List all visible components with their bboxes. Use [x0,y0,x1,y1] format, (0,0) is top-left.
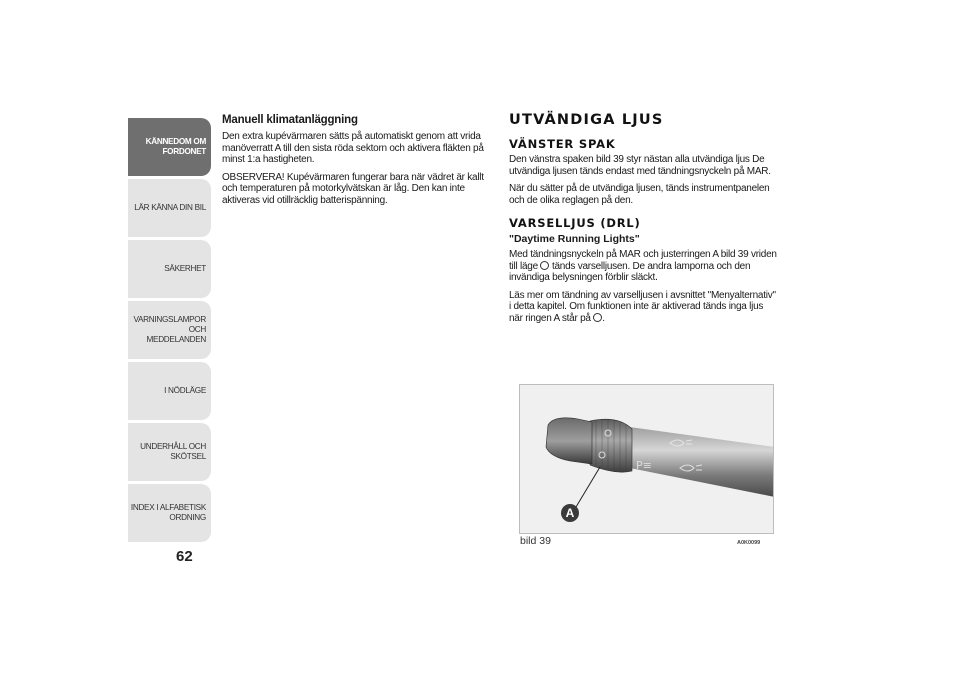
tab-label: INDEX I ALFABETISK ORDNING [130,503,206,522]
figure-caption: bild 39 [520,535,551,547]
callout-label: A [565,506,575,520]
tab-label: LÄR KÄNNA DIN BIL [134,203,206,212]
figure-headlight-stalk [519,384,774,534]
tab-varningslampor[interactable] [128,301,211,359]
tab-label: I NÖDLÄGE [164,386,206,395]
subsection-title-left-stalk: VÄNSTER SPAK [509,137,616,151]
paragraph [509,290,779,325]
rotary-ring [590,419,632,472]
text-run: . [602,312,605,324]
left-column [222,114,492,212]
headlight-stalk-illustration [520,385,774,534]
tab-kannedom-om-fordonet[interactable] [128,118,211,176]
subsection-title-drl: VARSELLJUS (DRL) [509,216,641,230]
text-run: tänds varselljusen. De andra lamporna och den invändiga belysningen förblir släckt. [509,260,751,283]
tab-label: VARNINGSLAMPOR OCH MEDDELANDEN [133,315,206,344]
text-run: Med tändningsnyckeln på MAR och justerringen A bild 39 vriden till läge [509,249,777,272]
drl-lamp-icon [540,261,549,270]
tab-label: UNDERHÅLL OCH SKÖTSEL [140,442,206,461]
paragraph [509,249,779,284]
tab-i-nodlage[interactable] [128,362,211,420]
figure-code: A0K0099 [737,540,761,546]
chapter-tabs [128,118,211,545]
drl-subtitle: "Daytime Running Lights" [509,233,640,245]
paragraph: Den extra kupévärmaren sätts på automatiskt genom att vrida manöverratt A till den sista röda sektorn och aktivera fläkten på minst 1:a hastigheten. [222,131,484,165]
paragraph: När du sätter på de utvändiga ljusen, tänds instrumentpanelen och de olika reglagen på den. [509,183,770,206]
text-run: Läs mer om tändning av varselljusen i avsnittet "Menyalternativ" i detta kapitel. Om funktionen inte är aktiverad tänds inga ljus när ringen A står på [509,289,776,324]
right-column [509,112,779,330]
subsection-heading: Manuell klimatanläggning [222,114,358,126]
section-title: UTVÄNDIGA LJUS [509,112,664,128]
tab-lar-kanna-din-bil[interactable] [128,179,211,237]
drl-lamp-icon [593,313,602,322]
page-number: 62 [176,548,193,565]
parking-symbol: P≡ [636,459,652,472]
tab-label: KÄNNEDOM OM FORDONET [145,137,206,156]
tab-label: SÄKERHET [164,264,206,273]
tab-index[interactable] [128,484,211,542]
paragraph: Den vänstra spaken bild 39 styr nästan alla utvändiga ljus De utvändiga ljusen tänds endast med tändningsnyckeln på MAR. [509,154,771,177]
tab-sakerhet[interactable] [128,240,211,298]
tab-underhall-och-skotsel[interactable] [128,423,211,481]
paragraph-note: OBSERVERA! Kupévärmaren fungerar bara när vädret är kallt och temperaturen på motorkylvätskan är låg. Den kan inte aktiveras vid otillräcklig batterispänning. [222,171,484,206]
